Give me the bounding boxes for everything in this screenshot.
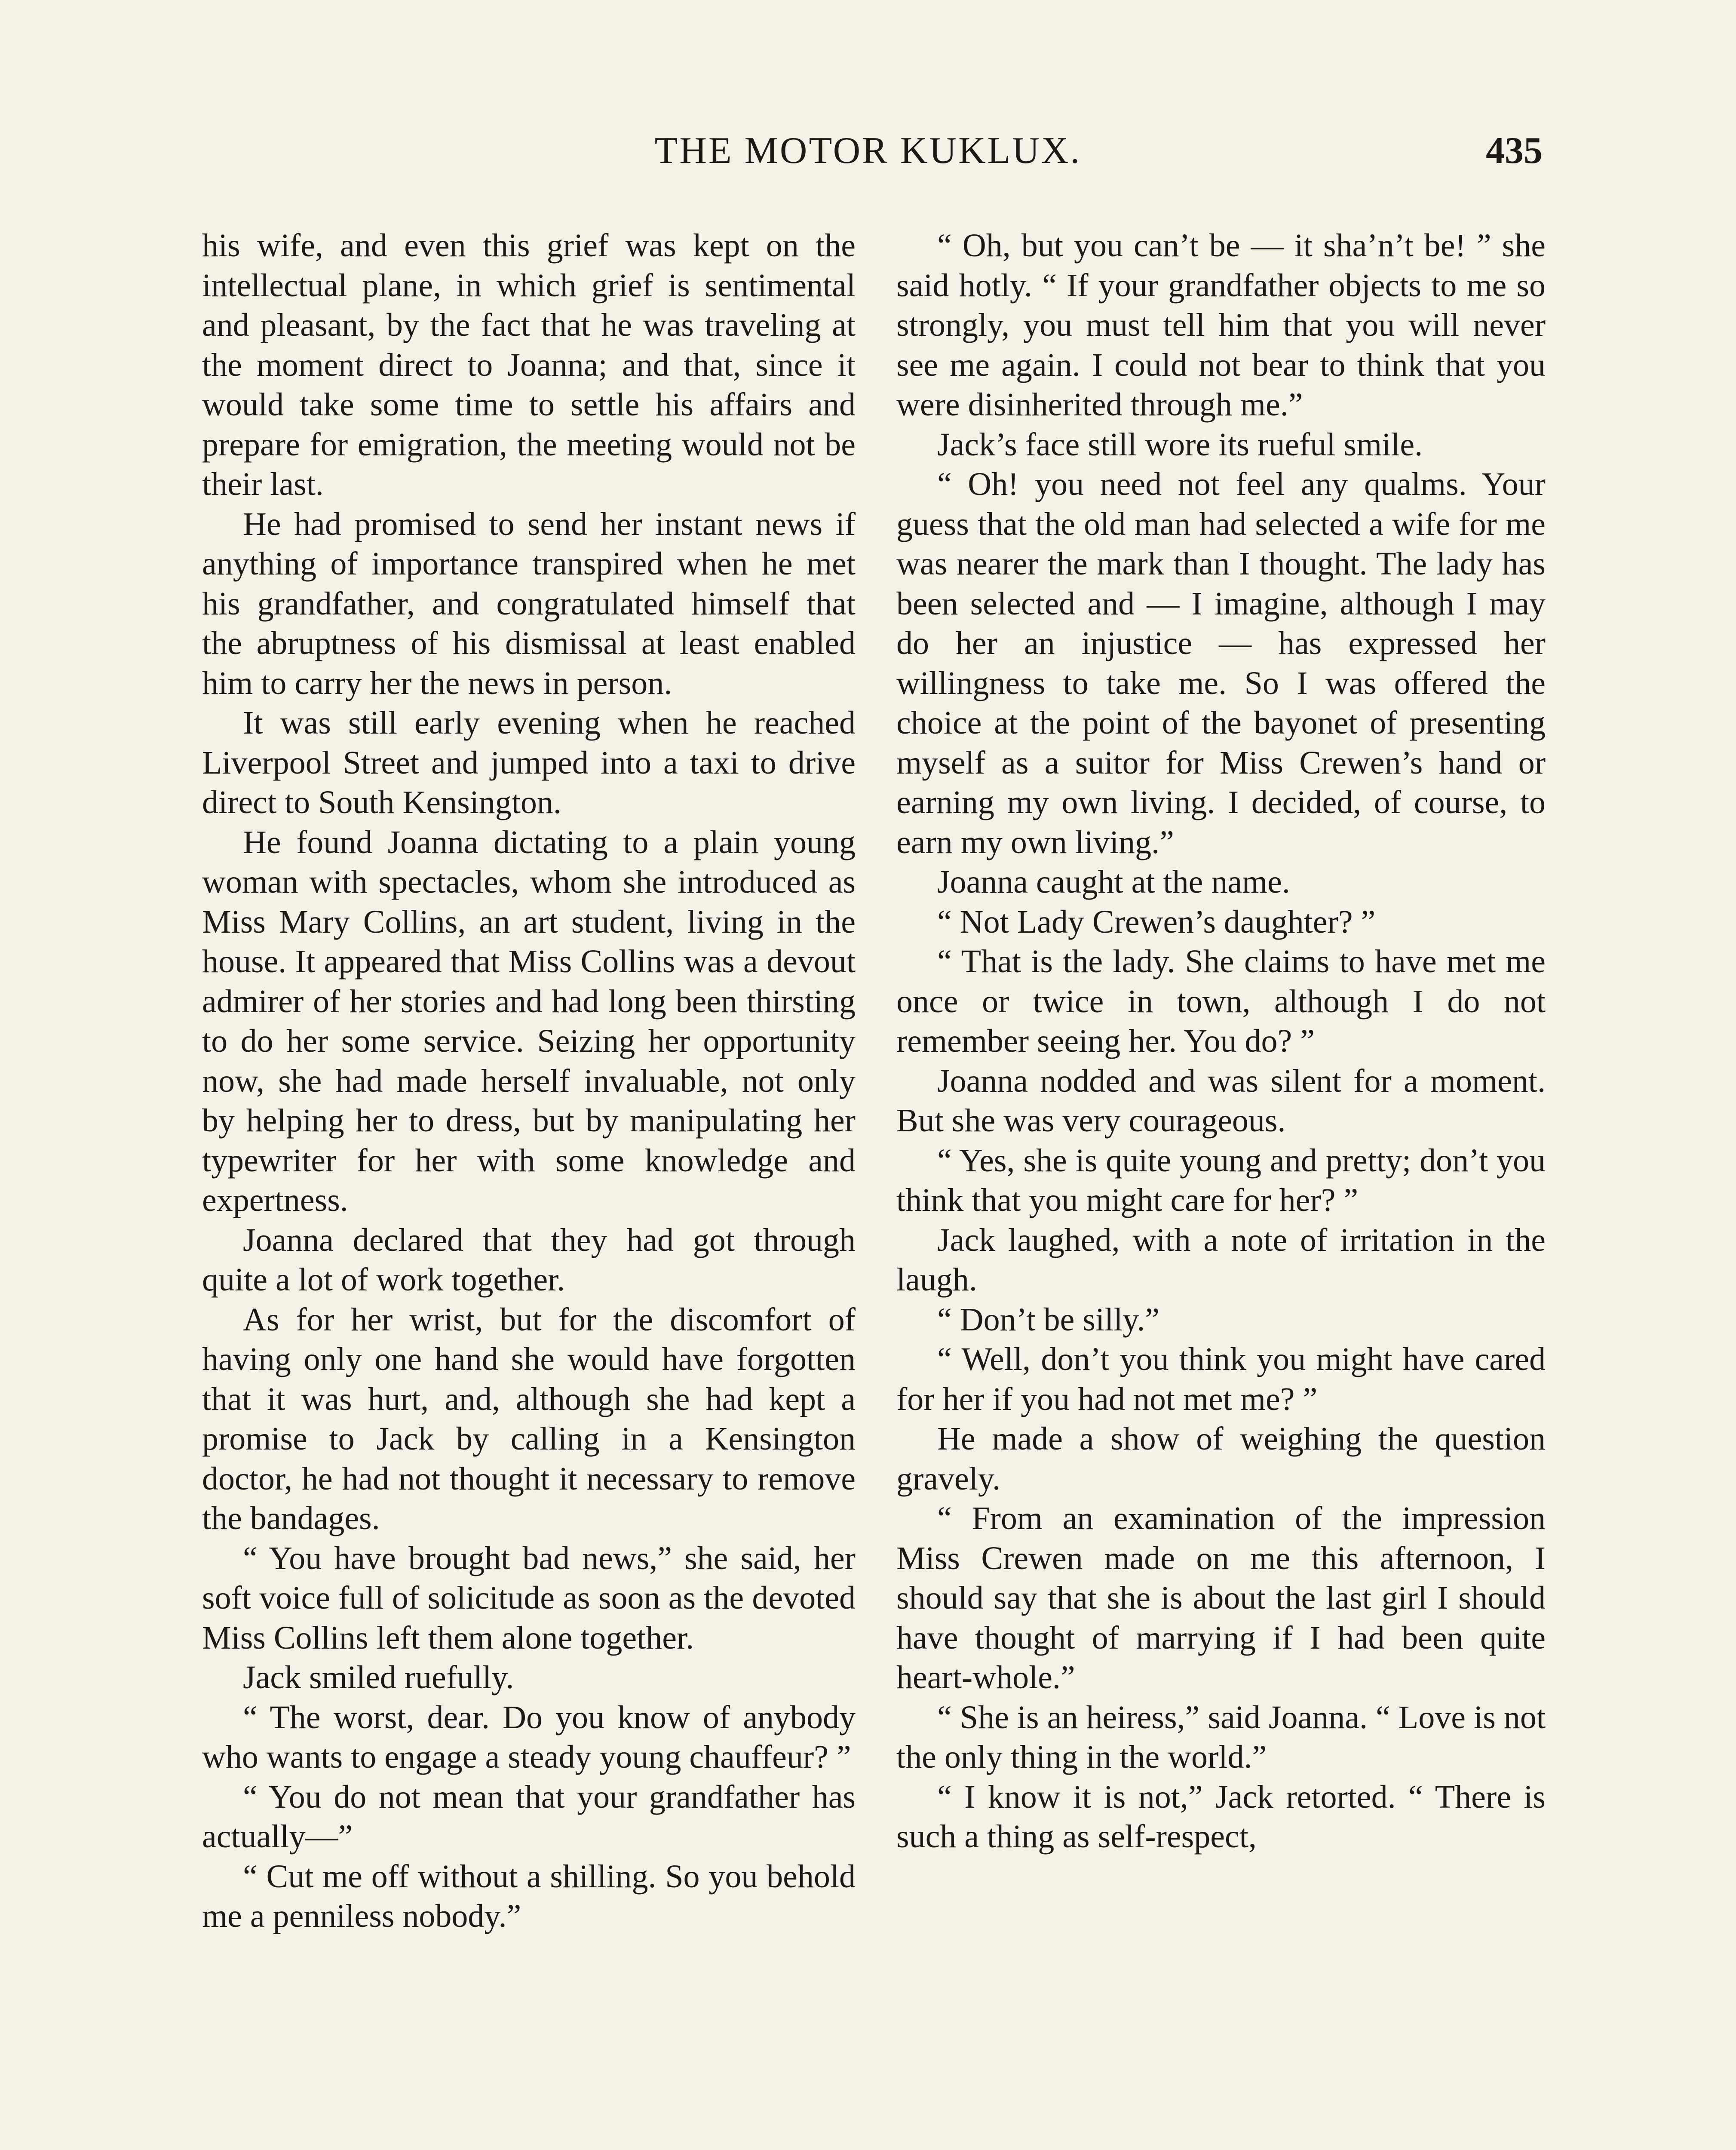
left-column [202,226,856,1936]
paragraph: “ Oh! you need not feel any qualms. Your guess that the old man had selected a wife for me was nearer the mark than I thought. The lady has been selected and — I imagine, although I may do her an injustice — has expressed her willingness to take me. So I was offered the choice at the point of the bayonet of presenting myself as a suitor for Miss Crewen’s hand or earning my own living. I decided, of course, to earn my own living.” [896,466,1546,860]
paragraph: Jack smiled ruefully. [243,1659,514,1695]
right-column [896,226,1546,1857]
paragraph: “ From an examination of the impression Miss Crewen made on me this afternoon, I should say that she is about the last girl I should have thought of marrying if I had been quite heart-whole.” [896,1500,1546,1695]
paragraph: He had promised to send her instant news if anything of importance transpired when he met his grandfather, and congratulated himself that the abruptness of his dismissal at least enabled him to carry her the news in person. [202,506,856,701]
paragraph: Joanna nodded and was silent for a moment. But she was very courageous. [896,1063,1546,1139]
paragraph: “ Cut me off without a shilling. So you behold me a penniless nobody.” [202,1858,856,1934]
paragraph: “ You do not mean that your grandfather has actually—” [202,1778,856,1855]
paragraph: “ Oh, but you can’t be — it sha’n’t be! ” she said hotly. “ If your grandfather objects to me so strongly, you must tell him that you will never see me again. I could not bear to think that you were disinherited through me.” [896,227,1546,423]
paragraph: It was still early evening when he reached Liverpool Street and jumped into a taxi to drive direct to South Kensington. [202,705,856,820]
paragraph: Jack laughed, with a note of irritation in the laugh. [896,1222,1546,1298]
paragraph: “ The worst, dear. Do you know of anybody who wants to engage a steady young chauffeur? ” [202,1699,856,1775]
paragraph: Joanna declared that they had got through quite a lot of work together. [202,1222,856,1298]
paragraph: Joanna caught at the name. [937,864,1290,900]
paragraph: “ Yes, she is quite young and pretty; don’t you think that you might care for her? ” [896,1142,1546,1218]
running-title: THE MOTOR KUKLUX. [654,130,1082,172]
paragraph: his wife, and even this grief was kept on the intellectual plane, in which grief is sentimental and pleasant, by the fact that he was traveling at the moment direct to Joanna; and that, since it would take some time to settle his affairs and prepare for emigration, the meeting would not be their last. [202,227,856,502]
paragraph: “ That is the lady. She claims to have met me once or twice in town, although I do not remember seeing her. You do? ” [896,943,1546,1059]
page-number: 435 [1486,130,1543,172]
paragraph: He made a show of weighing the question gravely. [896,1421,1546,1497]
paragraph: He found Joanna dictating to a plain young woman with spectacles, whom she introduced as Miss Mary Collins, an art student, living in the house. It appeared that Miss Collins was a devout admirer of her stories and had long been thirsting to do her some service. Seizing her opportunity now, she had made herself invaluable, not only by helping her to dress, but by manipulating her typewriter for her with some knowledge and expertness. [202,824,856,1218]
paragraph: “ Don’t be silly.” [937,1301,1160,1338]
paragraph: As for her wrist, but for the discomfort of having only one hand she would have forgotten that it was hurt, and, although she had kept a promise to Jack by calling in a Kensington doctor, he had not thought it necessary to remove the bandages. [202,1301,856,1536]
paragraph: “ I know it is not,” Jack retorted. “ There is such a thing as self-respect, [896,1778,1546,1855]
paragraph: “ Well, don’t you think you might have cared for her if you had not met me? ” [896,1341,1546,1417]
paragraph: “ She is an heiress,” said Joanna. “ Love is not the only thing in the world.” [896,1699,1546,1775]
paragraph: Jack’s face still wore its rueful smile. [937,426,1423,463]
paragraph: “ Not Lady Crewen’s daughter? ” [937,903,1376,940]
paragraph: “ You have brought bad news,” she said, her soft voice full of solicitude as soon as the devoted Miss Collins left them alone together. [202,1540,856,1656]
